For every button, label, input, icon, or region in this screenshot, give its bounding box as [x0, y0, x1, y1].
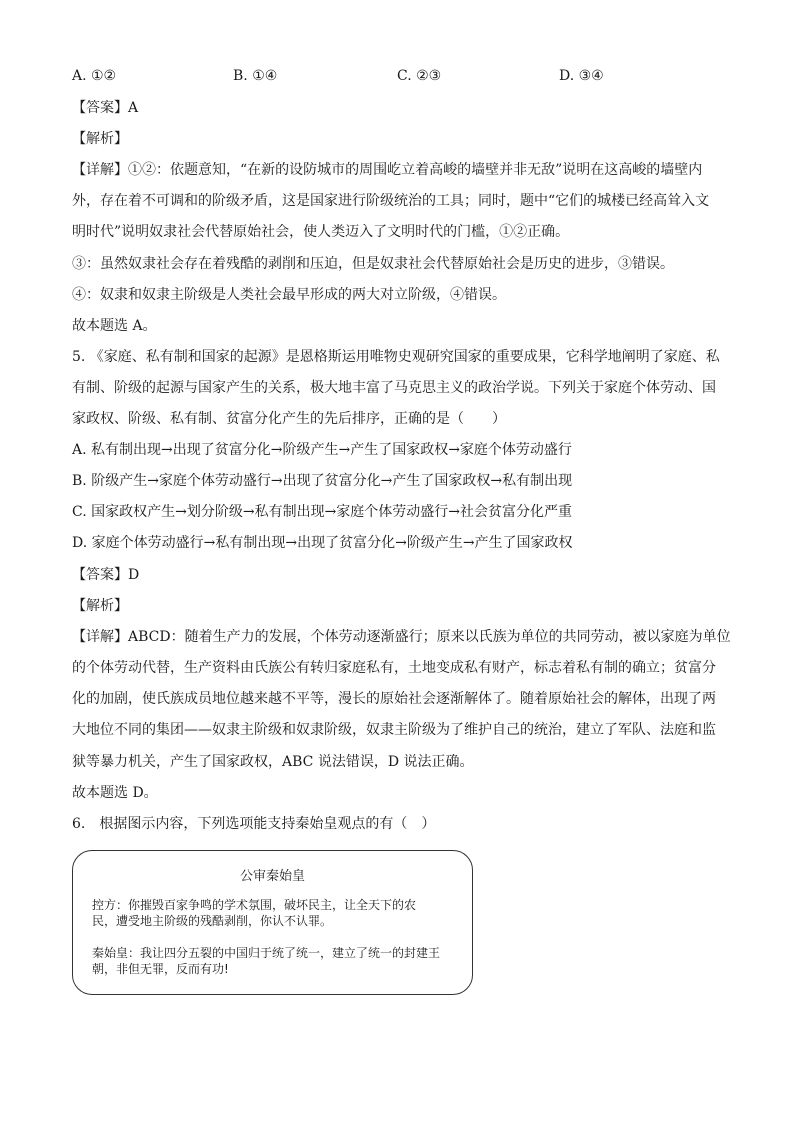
q4-detail-line: 明时代”说明奴隶社会代替原始社会，使人类迈入了文明时代的门槛，①②正确。 [72, 224, 570, 240]
q4-detail-line: 外，存在着不可调和的阶级矛盾，这是国家进行阶级统治的工具；同时，题中“它们的城楼已经高耸入文 [72, 193, 710, 209]
q5-option-b: B. 阶级产生→家庭个体劳动盛行→出现了贫富分化→产生了国家政权→私有制出现 [72, 473, 573, 489]
answer-value: D [128, 567, 140, 583]
box-title: 公审秦始皇 [239, 869, 305, 884]
answer-label: 【答案】 [72, 567, 128, 583]
q4-option-a: A. ①② [72, 68, 117, 84]
q5-detail-line: 化的加剧，使氏族成员地位越来越不平等，漫长的原始社会逐渐解体了。随着原始社会的解体，出现了两 [72, 691, 716, 707]
q4-answer [72, 98, 138, 118]
q5-stem-line: 5. 《家庭、私有制和国家的起源》是恩格斯运用唯物史观研究国家的重要成果，它科学地阐明了家庭、私 [72, 349, 720, 365]
q5-option-c: C. 国家政权产生→划分阶级→私有制出现→家庭个体劳动盛行→社会贫富分化严重 [72, 504, 573, 520]
q6-stem: 6. 根据图示内容，下列选项能支持秦始皇观点的有（ ） [72, 816, 436, 832]
q4-detail-line: ④：奴隶和奴隶主阶级是人类社会最早形成的两大对立阶级，④错误。 [72, 287, 506, 303]
q5-detail-line: 的个体劳动代替，生产资料由氏族公有转归家庭私有，土地变成私有财产，标志着私有制的确立；贫富分 [72, 660, 716, 676]
answer-label: 【答案】 [72, 100, 128, 116]
q4-analysis-label: 【解析】 [72, 131, 128, 147]
q4-option-c: C. ②③ [397, 68, 442, 84]
q5-option-a: A. 私有制出现→出现了贫富分化→阶级产生→产生了国家政权→家庭个体劳动盛行 [72, 442, 572, 458]
q4-conclusion: 故本题选 A。 [72, 318, 157, 334]
answer-value: A [128, 100, 139, 116]
trial-dialogue-box [72, 850, 473, 995]
q5-detail-line: 【详解】ABCD：随着生产力的发展，个体劳动逐渐盛行；原来以氏族为单位的共同劳动，被以家庭为单位 [72, 629, 731, 645]
q5-answer [72, 565, 139, 585]
q4-detail-line: ③：虽然奴隶社会存在着残酷的剥削和压迫，但是奴隶社会代替原始社会是历史的进步，③错误。 [72, 256, 674, 272]
prosecution-line: 民，遭受地主阶级的残酷剥削，你认不认罪。 [92, 914, 333, 928]
q4-detail-line: 【详解】①②：依题意知，“在新的设防城市的周围屹立着高峻的墙壁并非无敌”说明在这高峻的墙壁内 [72, 162, 703, 178]
q5-analysis-label: 【解析】 [72, 598, 128, 614]
q5-detail-line: 大地位不同的集团——奴隶主阶级和奴隶阶级，奴隶主阶级为了维护自己的统治，建立了军队、法庭和监 [72, 722, 716, 738]
defense-line: 秦始皇：我让四分五裂的中国归于统了统一，建立了统一的封建王 [92, 946, 441, 960]
q5-detail-line: 狱等暴力机关，产生了国家政权，ABC 说法错误，D 说法正确。 [72, 754, 474, 770]
q5-option-d: D. 家庭个体劳动盛行→私有制出现→出现了贫富分化→阶级产生→产生了国家政权 [72, 535, 573, 551]
prosecution-line: 控方：你摧毁百家争鸣的学术氛围，破坏民主，让全天下的农 [92, 898, 417, 912]
q5-stem-line: 家政权、阶级、私有制、贫富分化产生的先后排序，正确的是（ ） [72, 411, 506, 427]
q4-option-b: B. ①④ [233, 68, 278, 84]
q5-stem-line: 有制、阶级的起源与国家产生的关系，极大地丰富了马克思主义的政治学说。下列关于家庭个体劳动、国 [72, 380, 716, 396]
defense-line: 朝，非但无罪，反而有功! [92, 962, 229, 976]
q4-option-d: D. ③④ [559, 68, 604, 84]
q5-conclusion: 故本题选 D。 [72, 785, 158, 801]
